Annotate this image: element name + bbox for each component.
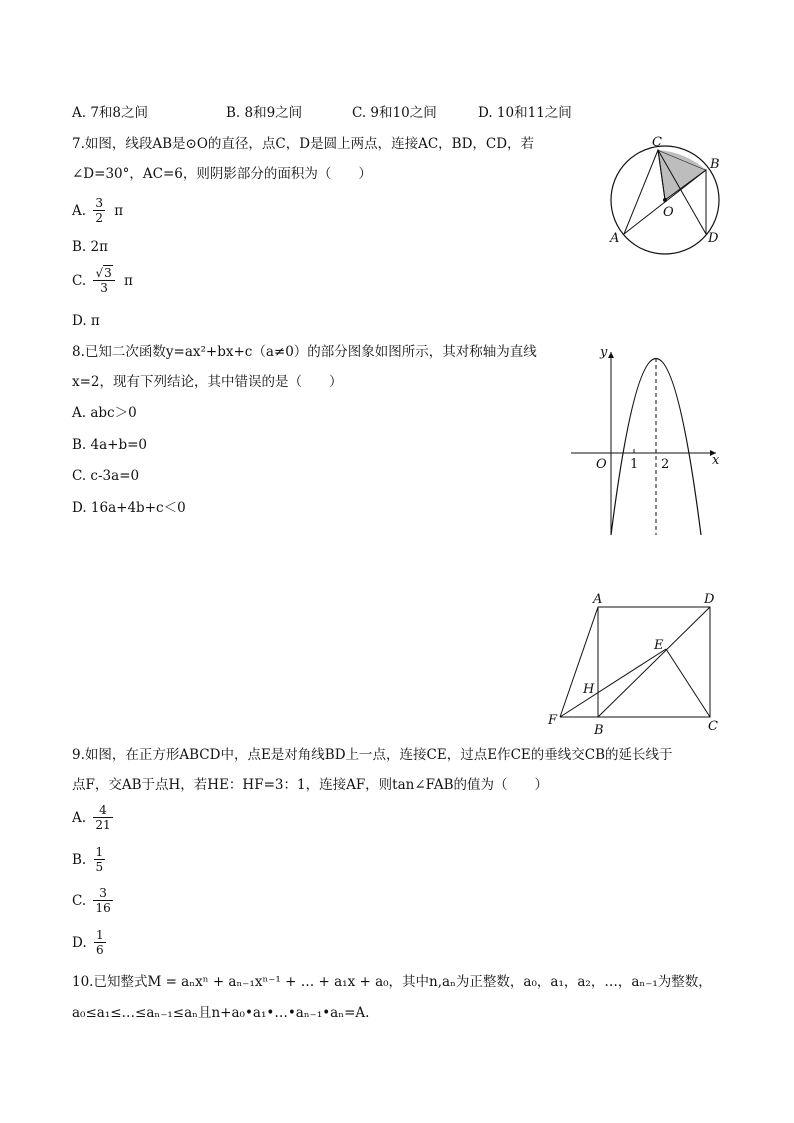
label-d: D — [704, 592, 715, 607]
label-b: B — [594, 723, 604, 738]
segment-fe — [560, 649, 666, 717]
q9-stem-line-2: 点F，交AB于点H，若HE：HF=3：1，连接AF，则tan∠FAB的值为（ ） — [72, 777, 549, 793]
label-o: O — [663, 205, 674, 220]
label-a: A — [593, 592, 603, 607]
q10-stem-line-1: 10.已知整式M = aₙxⁿ + aₙ₋₁xⁿ⁻¹ + … + a₁x + a₀，其中n,aₙ为正整数，a₀，a₁，a₂，…，aₙ₋₁为整数， — [72, 974, 712, 990]
q7-option-a: A. $\frac{3}{2}$ π — [72, 196, 124, 225]
q8-option-a: A. abc＞0 — [72, 405, 137, 421]
q7-circle-figure — [600, 130, 740, 260]
label-1: 1 — [630, 457, 639, 472]
label-f: F — [548, 713, 558, 728]
label-o: O — [596, 457, 607, 472]
segment-ec — [666, 649, 710, 717]
label-d: D — [708, 231, 719, 246]
q9-option-c: C. $\frac{3}{16}$ — [72, 886, 111, 915]
segment-af — [560, 607, 598, 717]
label-c: C — [652, 135, 662, 150]
q8-stem-line-2: x=2，现有下列结论，其中错误的是（ ） — [72, 374, 343, 390]
q8-stem-line-1: 8.已知二次函数y=ax²+bx+c（a≠0）的部分图象如图所示，其对称轴为直线 — [72, 344, 537, 360]
q9-square-figure — [540, 585, 730, 740]
q7-stem-line-2: ∠D=30°，AC=6，则阴影部分的面积为（ ） — [72, 166, 372, 182]
q6-option-b: B. 8和9之间 — [226, 105, 303, 121]
center-point — [663, 198, 667, 202]
q7-option-c: C. $\frac{√3}{3}$ π — [72, 266, 133, 295]
q6-option-c: C. 9和10之间 — [352, 105, 437, 121]
label-b: B — [710, 157, 720, 172]
label-2: 2 — [661, 457, 670, 472]
q10-stem-line-2: a₀≤a₁≤…≤aₙ₋₁≤aₙ且n+a₀•a₁•…•aₙ₋₁•aₙ=A. — [72, 1005, 370, 1021]
q7-option-d: D. π — [72, 313, 100, 329]
label-e: E — [654, 638, 664, 653]
q8-parabola-figure — [566, 340, 726, 540]
segment-ac — [624, 150, 658, 234]
label-c: C — [708, 719, 718, 734]
q8-option-d: D. 16a+4b+c＜0 — [72, 500, 186, 516]
q6-option-d: D. 10和11之间 — [478, 105, 572, 121]
q7-option-b: B. 2π — [72, 239, 108, 255]
q8-option-c: C. c-3a=0 — [72, 468, 140, 484]
q8-option-b: B. 4a+b=0 — [72, 437, 147, 453]
q9-stem-line-1: 9.如图，在正方形ABCD中，点E是对角线BD上一点，连接CE，过点E作CE的垂线交CB的延长线于 — [72, 747, 673, 763]
q6-option-a: A. 7和8之间 — [72, 105, 149, 121]
label-x: x — [712, 453, 720, 468]
q7-stem-line-1: 7.如图，线段AB是⊙O的直径，点C，D是圆上两点，连接AC，BD，CD，若 — [72, 136, 535, 152]
label-y: y — [600, 345, 608, 360]
label-a: A — [610, 231, 620, 246]
q9-option-a: A. $\frac{4}{21}$ — [72, 803, 111, 832]
label-h: H — [583, 682, 595, 697]
q9-option-b: B. $\frac{1}{5}$ — [72, 845, 104, 874]
diagonal-bd — [598, 607, 710, 717]
q9-option-d: D. $\frac{1}{6}$ — [72, 928, 104, 957]
